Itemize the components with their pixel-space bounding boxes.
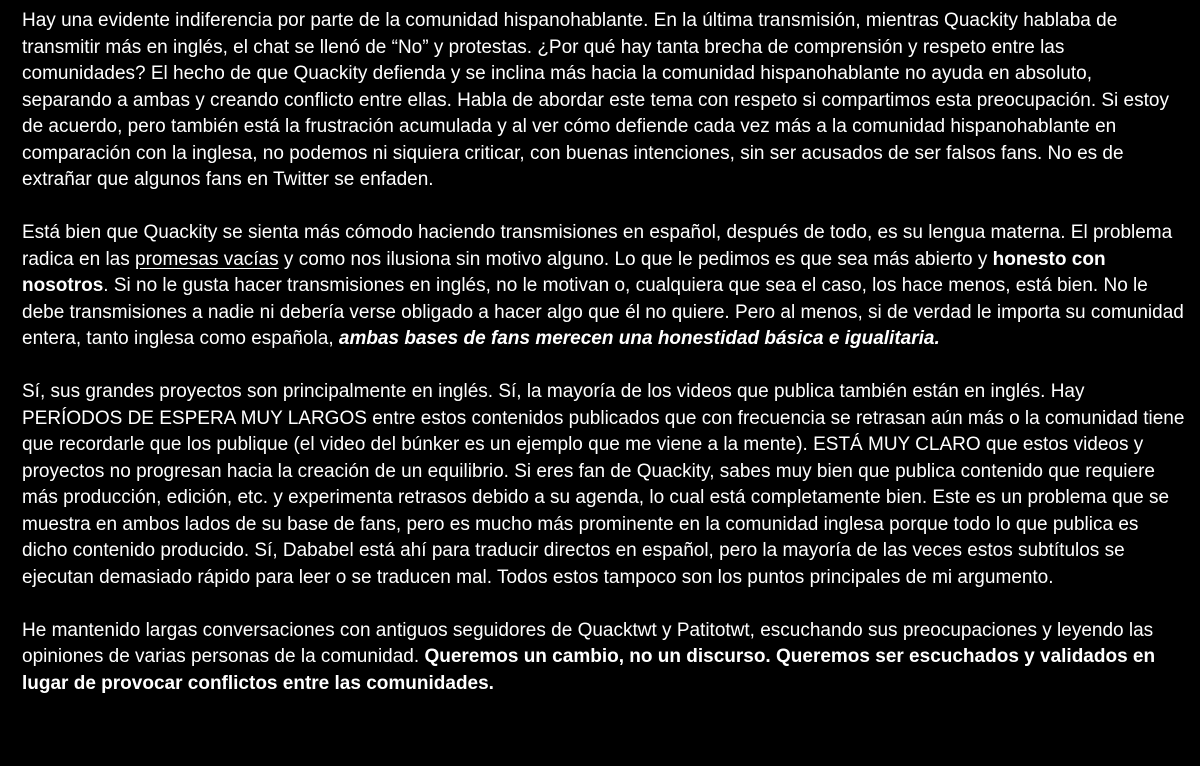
- paragraph-1: [22, 8, 1186, 194]
- closing-statement-emphasis: Queremos un cambio, no un discurso. Queremos ser escuchados y validados en lugar de provocar conflictos entre las comunidades.: [22, 646, 1156, 694]
- paragraph-4-text: He mantenido largas conversaciones con antiguos seguidores de Quacktwt y Patitotwt, escuchando sus preocupaciones y leyendo las opiniones de varias personas de la comunidad.: [22, 619, 1154, 667]
- paragraph-2-text-start: Está bien que Quackity se sienta más cómodo haciendo transmisiones en español, después de todo, es su lengua materna. El problema radica en las: [22, 222, 1173, 270]
- paragraph-3: [22, 379, 1186, 591]
- paragraph-3-text: Sí, sus grandes proyectos son principalmente en inglés. Sí, la mayoría de los videos que publica también están en inglés. Hay PERÍODOS DE ESPERA MUY LARGOS entre estos contenidos publicados que con frecuencia se retrasan aún más o la comunidad tiene que recordarle que los publique (el video del búnker es un ejemplo que me viene a la mente). ESTÁ MUY CLARO que estos videos y proyectos no progresan hacia la creación de un equilibrio. Si eres fan de Quackity, sabes muy bien que publica contenido que requiere más producción, edición, etc. y experimenta retrasos debido a su agenda, lo cual está completamente bien. Este es un problema que se muestra en ambos lados de su base de fans, pero es mucho más prominente en la comunidad inglesa porque todo lo que publica es dicho contenido producido. Sí, Dababel está ahí para traducir directos en español, pero la mayoría de las veces estos subtítulos se ejecutan demasiado rápido para leer o se traducen mal. Todos estos tampoco son los puntos principales de mi argumento.: [22, 381, 1185, 588]
- honest-with-us-emphasis: honesto con nosotros: [22, 248, 1106, 296]
- paragraph-2-text-middle: y como nos ilusiona sin motivo alguno. Lo que le pedimos es que sea más abierto y: [278, 248, 993, 270]
- paragraph-2-text-end: . Si no le gusta hacer transmisiones en inglés, no le motivan o, cualquiera que sea el caso, los hace menos, está bien. No le debe transmisiones a nadie ni debería verse obligado a hacer algo que él no quiere. Pero al menos, si de verdad le importa su comunidad entera, tanto inglesa como española,: [22, 275, 1184, 349]
- paragraph-4: [22, 618, 1186, 698]
- basic-honesty-emphasis: ambas bases de fans merecen una honestidad básica e igualitaria.: [338, 328, 940, 349]
- paragraph-2: [22, 220, 1186, 353]
- paragraph-1-text: Hay una evidente indiferencia por parte de la comunidad hispanohablante. En la última transmisión, mientras Quackity hablaba de transmitir más en inglés, el chat se llenó de “No” y protestas. ¿Por qué hay tanta brecha de comprensión y respeto entre las comunidades? El hecho de que Quackity defienda y se inclina más hacia la comunidad hispanohablante no ayuda en absoluto, separando a ambas y creando conflicto entre ellas. Habla de abordar este tema con respeto si compartimos esta preocupación. Si estoy de acuerdo, pero también está la frustración acumulada y al ver cómo defiende cada vez más a la comunidad hispanohablante en comparación con la inglesa, no podemos ni siquiera criticar, con buenas intenciones, sin ser acusados de ser falsos fans. No es de extrañar que algunos fans en Twitter se enfaden.: [22, 10, 1169, 190]
- empty-promises-link[interactable]: promesas vacías: [135, 248, 279, 270]
